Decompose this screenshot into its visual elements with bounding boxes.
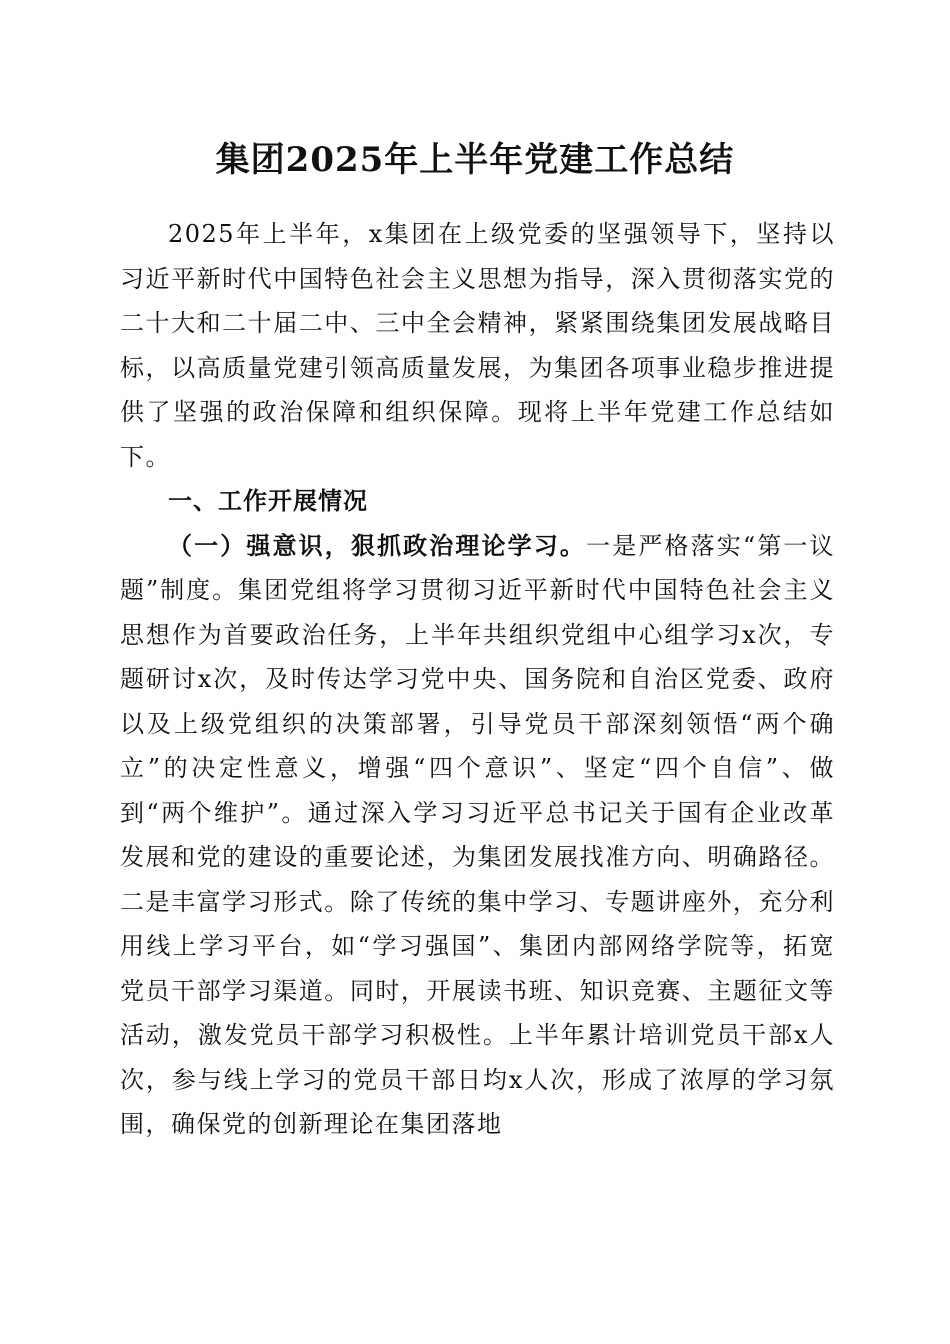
document-title: 集团2025年上半年党建工作总结: [215, 140, 735, 180]
section-paragraph: [120, 524, 835, 1147]
section-heading: 一、工作开展情况: [168, 487, 368, 515]
subsection-lead: （一）强意识，狠抓政治理论学习。: [168, 531, 587, 560]
intro-paragraph: 2025年上半年，x集团在上级党委的坚强领导下，坚持以习近平新时代中国特色社会主义思想为指导，深入贯彻落实党的二十大和二十届二中、三中全会精神，紧紧围绕集团发展战略目标，以高质量党建引领高质量发展，为集团各项事业稳步推进提供了坚强的政治保障和组织保障。现将上半年党建工作总结如下。: [120, 220, 835, 471]
subsection-text: 一是严格落实“第一议题”制度。集团党组将学习贯彻习近平新时代中国特色社会主义思想作为首要政治任务，上半年共组织党组中心组学习x次，专题研讨x次，及时传达学习党中央、国务院和自治区党委、政府以及上级党组织的决策部署，引导党员干部深刻领悟“两个确立”的决定性意义，增强“四个意识”、坚定“四个自信”、做到“两个维护”。通过深入学习习近平总书记关于国有企业改革发展和党的建设的重要论述，为集团发展找准方向、明确路径。二是丰富学习形式。除了传统的集中学习、专题讲座外，充分利用线上学习平台，如“学习强国”、集团内部网络学院等，拓宽党员干部学习渠道。同时，开展读书班、知识竞赛、主题征文等活动，激发党员干部学习积极性。上半年累计培训党员干部x人次，参与线上学习的党员干部日均x人次，形成了浓厚的学习氛围，确保党的创新理论在集团落地: [120, 531, 835, 1138]
document-body: [120, 212, 835, 1147]
